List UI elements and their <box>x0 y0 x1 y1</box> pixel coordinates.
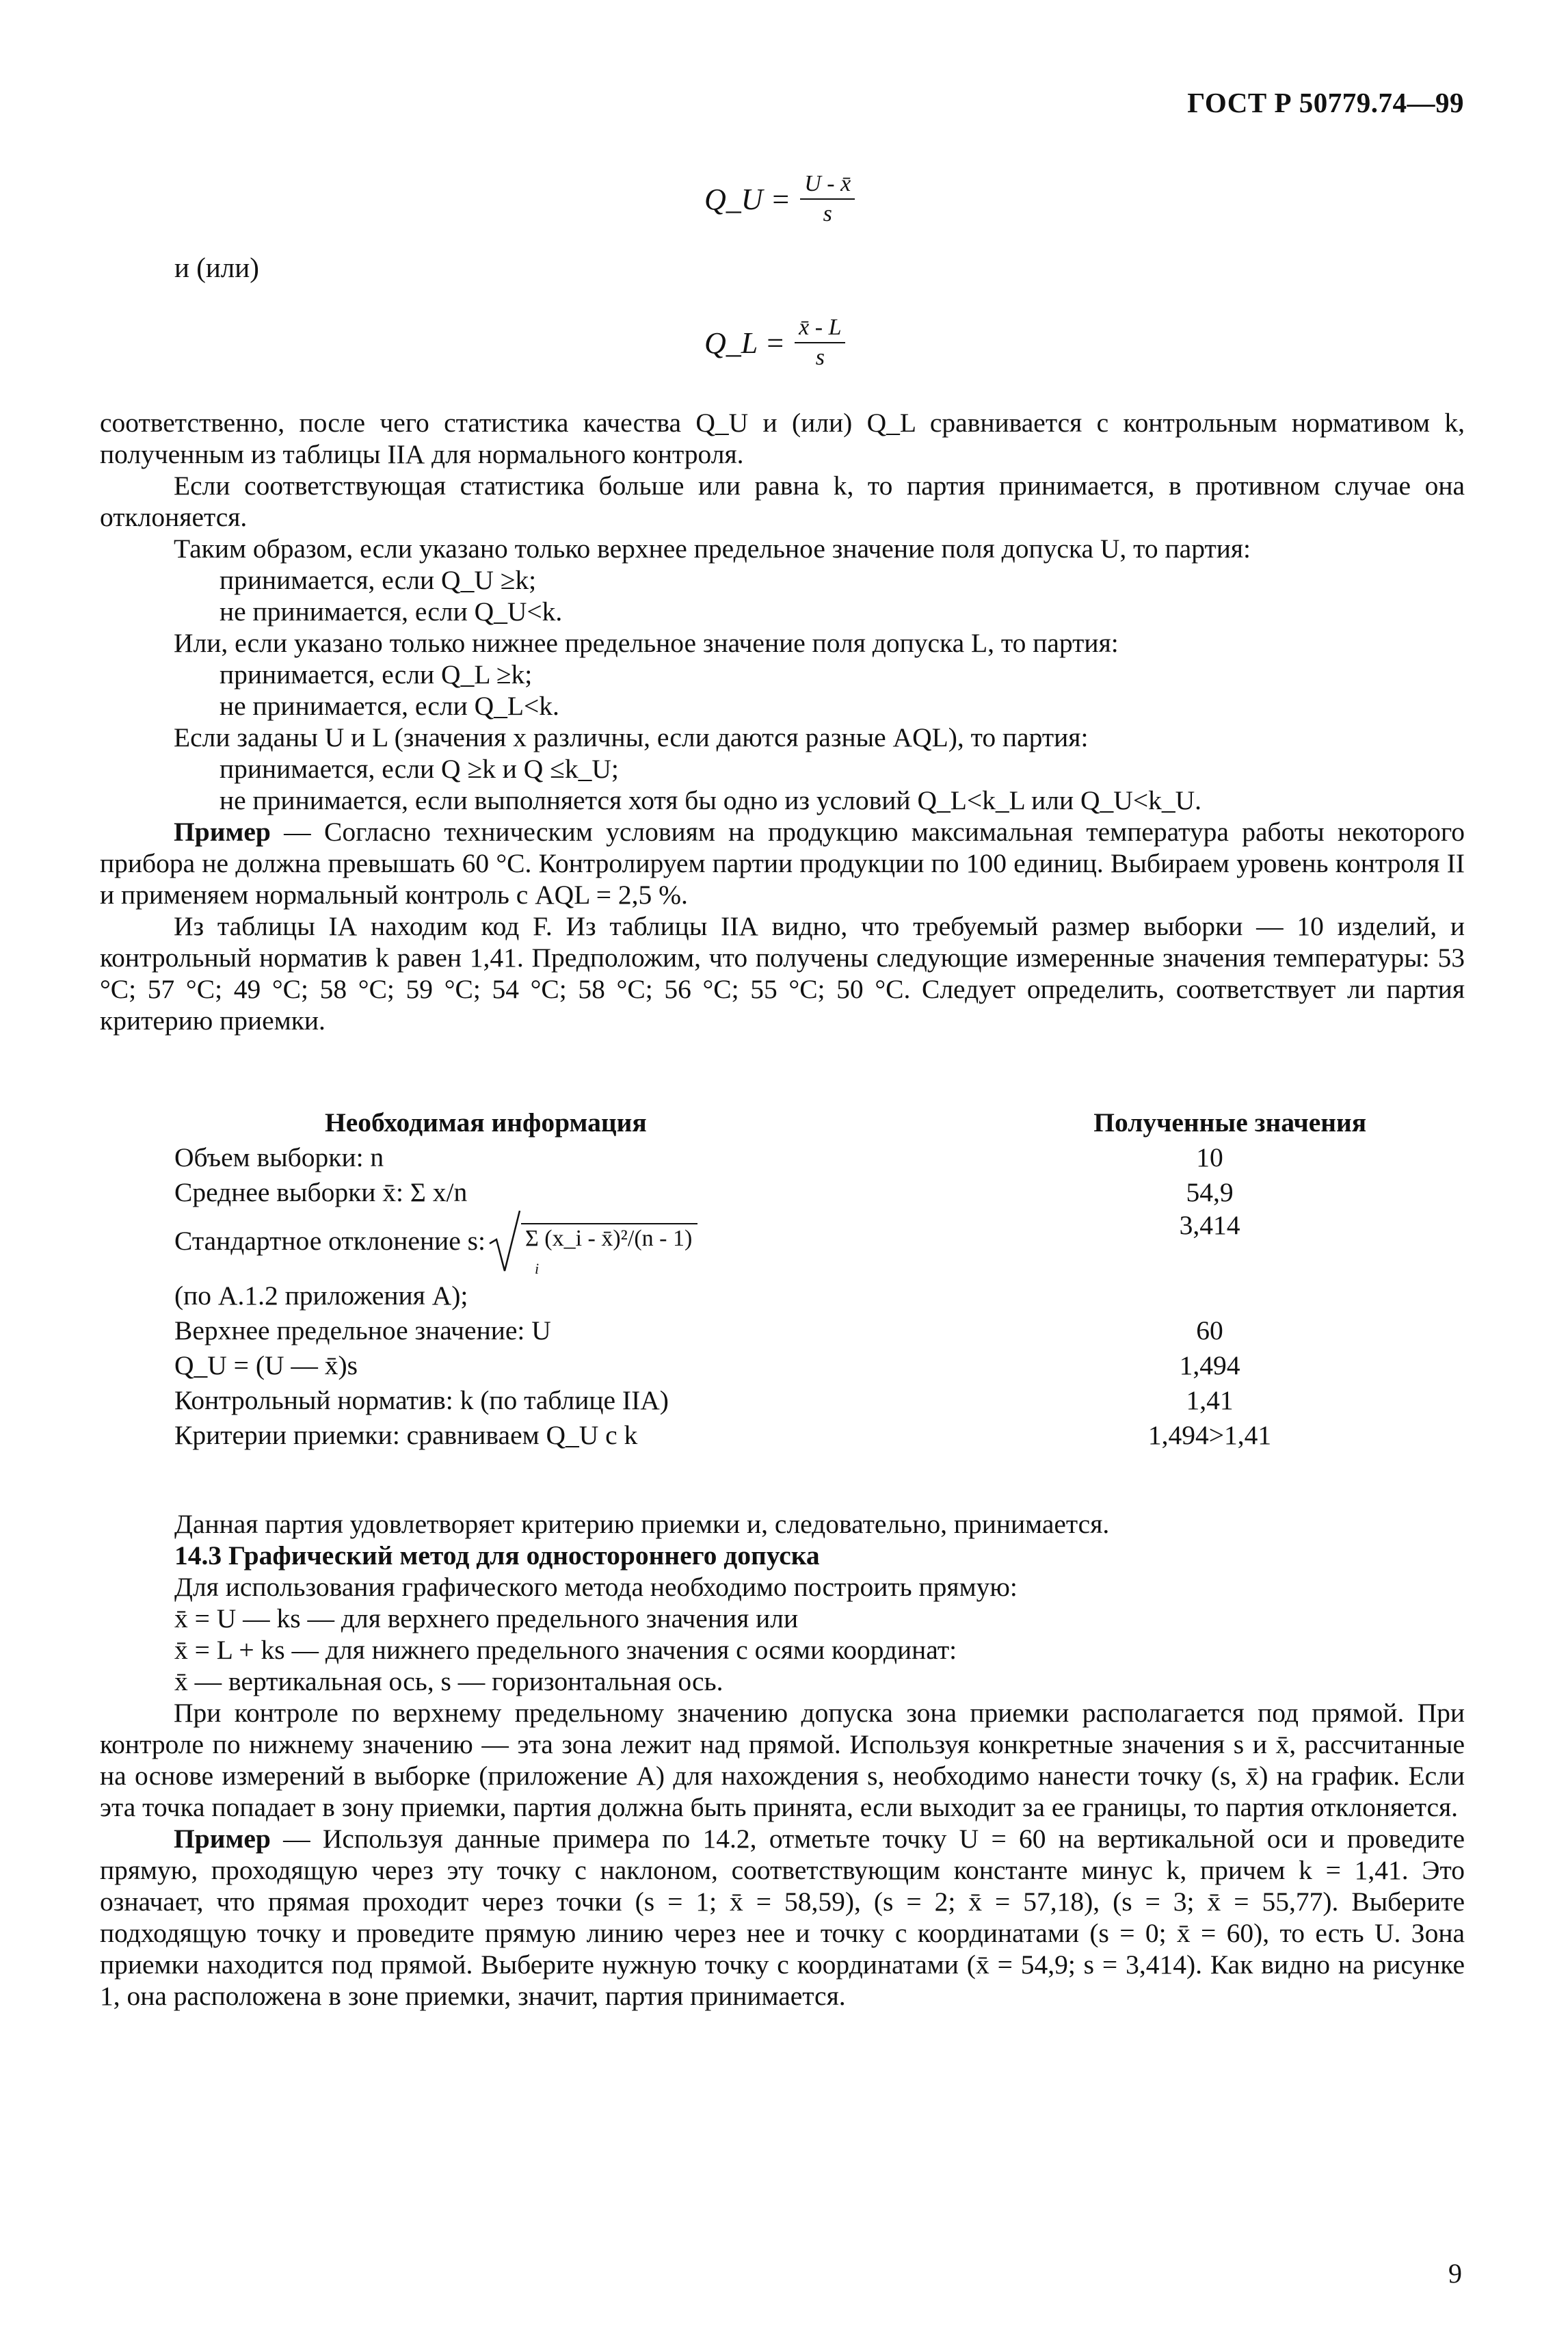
formula-qu-fraction <box>800 171 855 227</box>
example-paragraph <box>100 1823 1465 2012</box>
sum-index: i <box>534 1260 540 1277</box>
body-text-lower <box>100 1508 1465 2012</box>
info-table <box>174 1105 1371 1452</box>
table-cell-value: 10 <box>1196 1142 1223 1172</box>
formula-ql-lhs: Q_L = <box>704 326 786 360</box>
paragraph: Или, если указано только нижнее предельное значение поля допуска L, то партия: <box>174 628 1119 658</box>
table-row <box>174 1382 1371 1417</box>
page-number: 9 <box>1448 2258 1462 2289</box>
formula-qu <box>704 171 855 227</box>
paragraph: x̄ = L + ks — для нижнего предельного значения с осями координат: <box>174 1635 957 1665</box>
document-header: ГОСТ Р 50779.74—99 <box>1187 87 1464 118</box>
paragraph: При контроле по верхнему предельному значению допуска зона приемки располагается под прямой. При контроле по нижнему значению — эта зона лежит над прямой. Используя конкретные значения s и x̄, рассчитанные на основе измерений в выборке (приложение А) для нахождения s, необходимо нанести точку (s, x̄) на график. Если эта точка попадает в зону приемки, партия должна быть принята, если выходит за ее границы, то партия отклоняется. <box>100 1698 1465 1822</box>
paragraph: принимается, если Q_L ≥k; <box>220 659 533 689</box>
table-row <box>174 1140 1371 1174</box>
formula-ql-fraction <box>795 315 845 371</box>
table-row <box>174 1209 1371 1278</box>
table-col2-header: Полученные значения <box>1093 1107 1367 1138</box>
table-col1-header: Необходимая информация <box>325 1107 647 1138</box>
table-header-row <box>174 1105 1371 1140</box>
table-row <box>174 1417 1371 1452</box>
table-cell-value: 1,494>1,41 <box>1147 1419 1272 1450</box>
paragraph: соответственно, после чего статистика качества Q_U и (или) Q_L сравнивается с контрольным нормативом k, полученным из таблицы IIА для нормального контроля. <box>100 408 1465 469</box>
table-cell-label: Q_U = (U — x̄)s <box>174 1350 358 1380</box>
std-dev-label: Стандартное отклонение s: <box>174 1226 486 1256</box>
example-text: — Согласно техническим условиям на продукцию максимальная температура работы некоторого прибора не должна превышать 60 °С. Контролируем партии продукции по 100 единиц. Выбираем уровень контроля II и применяем нормальный контроль с AQL = 2,5 %. <box>100 817 1465 910</box>
paragraph: Таким образом, если указано только верхнее предельное значение поля допуска U, то партия: <box>174 534 1251 564</box>
paragraph: x̄ — вертикальная ось, s — горизонтальная ось. <box>174 1666 723 1696</box>
paragraph: Если заданы U и L (значения x различны, если даются разные AQL), то партия: <box>174 722 1089 752</box>
paragraph: Из таблицы IА находим код F. Из таблицы IIА видно, что требуемый размер выборки — 10 изделий, и контрольный норматив k равен 1,41. Предположим, что получены следующие измеренные значения температуры: 53 °С; 57 °С; 49 °С; 58 °С; 59 °С; 54 °С; 58 °С; 56 °С; 55 °С; 50 °С. Следует определить, соответствует ли партия критерию приемки. <box>100 911 1465 1036</box>
formula-ql-numerator: x̄ - L <box>795 315 845 343</box>
table-cell-label: Верхнее предельное значение: U <box>174 1315 551 1345</box>
table-cell-label: Объем выборки: n <box>174 1142 384 1172</box>
paragraph: Для использования графического метода необходимо построить прямую: <box>174 1572 1018 1602</box>
table-row <box>174 1278 1371 1313</box>
table-row <box>174 1174 1371 1209</box>
and-or-text: и (или) <box>174 252 259 283</box>
table-row <box>174 1313 1371 1348</box>
paragraph: принимается, если Q_U ≥k; <box>220 565 537 595</box>
formula-qu-denominator: s <box>823 201 832 226</box>
paragraph: Если соответствующая статистика больше или равна k, то партия принимается, в противном случае она отклоняется. <box>100 471 1465 532</box>
formula-qu-numerator: U - x̄ <box>800 171 855 200</box>
sqrt-expression: Σ (x_i - x̄)²/(n - 1) <box>524 1226 693 1251</box>
table-cell-label: Критерии приемки: сравниваем Q_U с k <box>174 1419 638 1450</box>
body-text-upper <box>100 407 1465 1036</box>
sqrt-formula <box>488 1209 697 1277</box>
paragraph: x̄ = U — ks — для верхнего предельного значения или <box>174 1603 799 1633</box>
paragraph: не принимается, если выполняется хотя бы одно из условий Q_L<k_L или Q_U<k_U. <box>220 785 1202 815</box>
table-cell-value: 1,41 <box>1186 1384 1234 1415</box>
formula-ql <box>704 315 845 371</box>
table-cell-label <box>174 1209 1048 1277</box>
table-cell-label: Среднее выборки x̄: Σ x/n <box>174 1177 468 1207</box>
conclusion-text: Данная партия удовлетворяет критерию приемки и, следовательно, принимается. <box>174 1509 1110 1539</box>
table-cell-value: 54,9 <box>1186 1177 1234 1207</box>
formula-qu-lhs: Q_U = <box>704 182 791 216</box>
example-label: Пример <box>174 817 271 847</box>
paragraph: не принимается, если Q_U<k. <box>220 596 563 627</box>
example-label: Пример <box>174 1824 271 1854</box>
paragraph: принимается, если Q ≥k и Q ≤k_U; <box>220 754 619 784</box>
table-cell-label: (по А.1.2 приложения А); <box>174 1280 468 1311</box>
table-row <box>174 1348 1371 1382</box>
sqrt-radicand <box>521 1223 697 1277</box>
table-cell-value: 1,494 <box>1179 1350 1240 1380</box>
formula-ql-denominator: s <box>815 345 825 370</box>
table-cell-value: 3,414 <box>1179 1210 1240 1240</box>
table-cell-label: Контрольный норматив: k (по таблице IIА) <box>174 1384 669 1415</box>
table-cell-value: 60 <box>1196 1315 1223 1345</box>
section-title: 14.3 Графический метод для одностороннего допуска <box>174 1540 820 1571</box>
sqrt-sign-icon <box>488 1209 521 1272</box>
example-paragraph <box>100 816 1465 910</box>
paragraph: не принимается, если Q_L<k. <box>220 691 559 721</box>
example-text: — Используя данные примера по 14.2, отметьте точку U = 60 на вертикальной оси и проведите прямую, проходящую через эту точку с наклоном, соответствующим константе минус k, причем k = 1,41. Это означает, что прямая проходит через точки (s = 1; x̄ = 58,59), (s = 2; x̄ = 57,18), (s = 3; x̄ = 55,77). Выберите подходящую точку и проведите прямую линию через нее и точку с координатами (s = 0; x̄ = 60), то есть U. Зона приемки находится под прямой. Выберите нужную точку с координатами (x̄ = 54,9; s = 3,414). Как видно на рисунке 1, она расположена в зоне приемки, значит, партия принимается. <box>100 1824 1465 2011</box>
